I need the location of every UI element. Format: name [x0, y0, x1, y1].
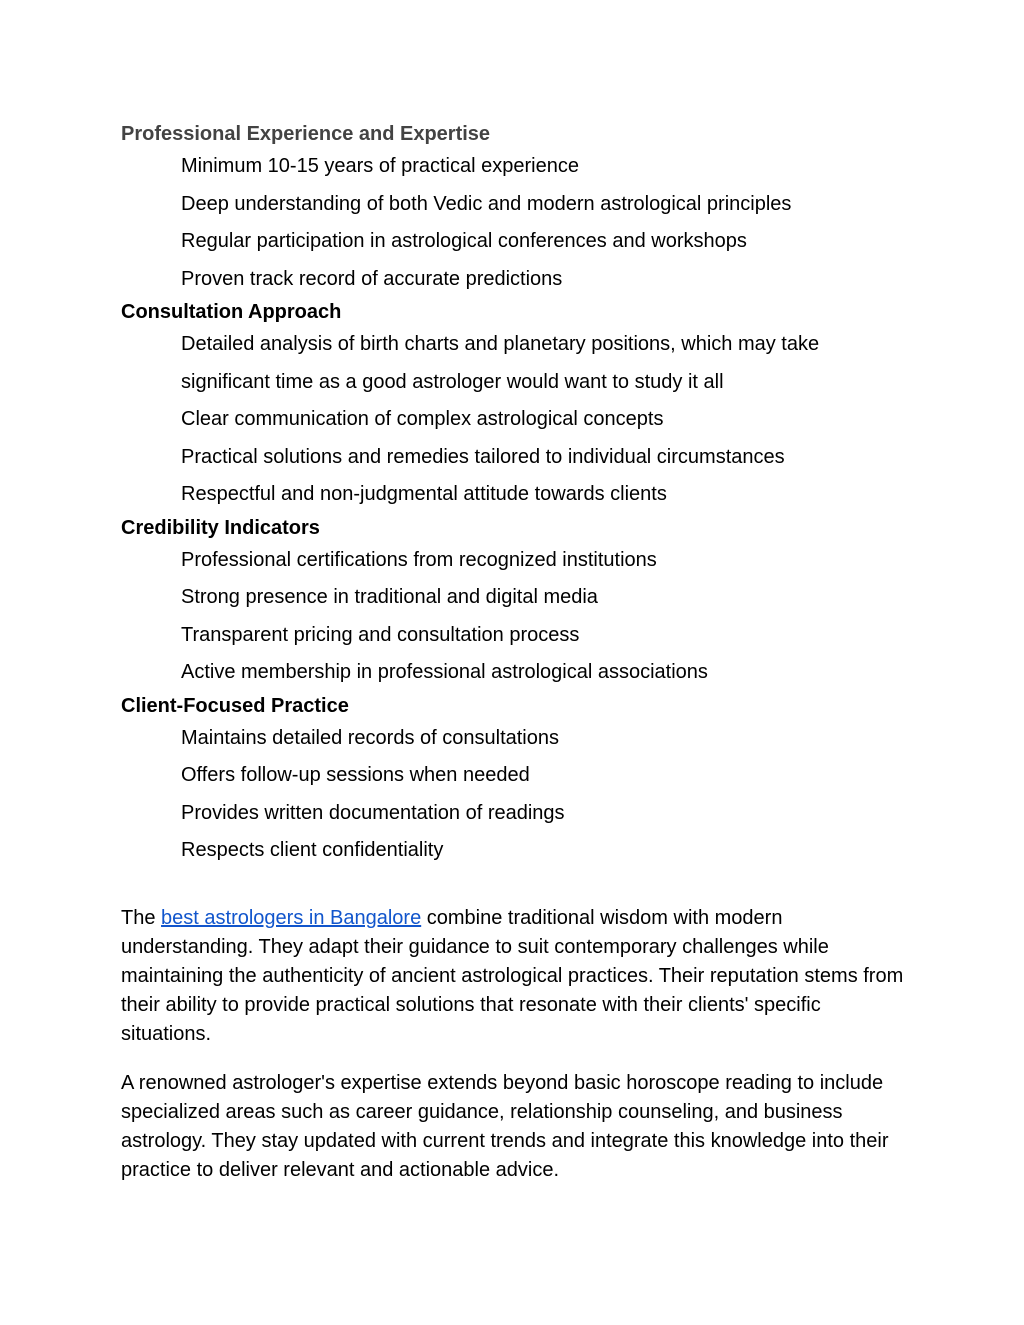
- list-item: Professional certifications from recognized institutions: [181, 548, 657, 571]
- list-item: Proven track record of accurate predictions: [181, 267, 563, 290]
- list-item: Strong presence in traditional and digital media: [181, 586, 598, 608]
- list-item: Deep understanding of both Vedic and modern astrological principles: [181, 192, 792, 215]
- item-list: [121, 542, 911, 692]
- best-astrologers-link[interactable]: best astrologers in Bangalore: [161, 906, 422, 929]
- list-item: Respects client confidentiality: [181, 839, 444, 861]
- section-client-focused-practice: [121, 692, 911, 870]
- section-heading: Credibility Indicators: [121, 516, 320, 539]
- paragraph-expertise: A renowned astrologer's expertise extends beyond basic horoscope reading to include specialized areas such as career guidance, relationship counseling, and business astrology. They stay updated with current trends and integrate this knowledge into their practice to deliver relevant and actionable advice.: [121, 1071, 889, 1181]
- list-item: Detailed analysis of birth charts and planetary positions, which may take: [181, 333, 820, 355]
- list-item: Transparent pricing and consultation process: [181, 623, 580, 646]
- item-list: [121, 148, 911, 298]
- section-consultation-approach: [121, 298, 911, 514]
- item-list: [121, 326, 911, 514]
- list-item: Respectful and non-judgmental attitude towards clients: [181, 483, 667, 505]
- list-item: Minimum 10-15 years of practical experience: [181, 155, 579, 177]
- list-item: Practical solutions and remedies tailored to individual circumstances: [181, 445, 785, 468]
- list-item: Provides written documentation of readings: [181, 801, 565, 824]
- document-page: [121, 120, 911, 1185]
- list-item: significant time as a good astrologer would want to study it all: [181, 370, 724, 393]
- section-credibility-indicators: [121, 514, 911, 692]
- item-list: [121, 720, 911, 870]
- list-item: Offers follow-up sessions when needed: [181, 764, 530, 786]
- section-heading: Professional Experience and Expertise: [121, 123, 491, 145]
- list-item: Maintains detailed records of consultations: [181, 726, 559, 749]
- list-item: Regular participation in astrological conferences and workshops: [181, 230, 747, 252]
- paragraph-best-astrologers: [121, 904, 911, 1049]
- section-heading: Client-Focused Practice: [121, 694, 349, 717]
- list-item: Clear communication of complex astrological concepts: [181, 408, 664, 430]
- list-item: Active membership in professional astrological associations: [181, 661, 708, 683]
- section-professional-experience: [121, 120, 911, 298]
- section-heading: Consultation Approach: [121, 301, 342, 323]
- paragraph-text: The: [121, 906, 162, 929]
- paragraph-text: combine traditional wisdom with modern understanding. They adapt their guidance to suit contemporary challenges while maintaining the authenticity of ancient astrological practices. Their reputation stems from their ability to provide practical solutions that resonate with their clients' specific situations.: [121, 906, 904, 1045]
